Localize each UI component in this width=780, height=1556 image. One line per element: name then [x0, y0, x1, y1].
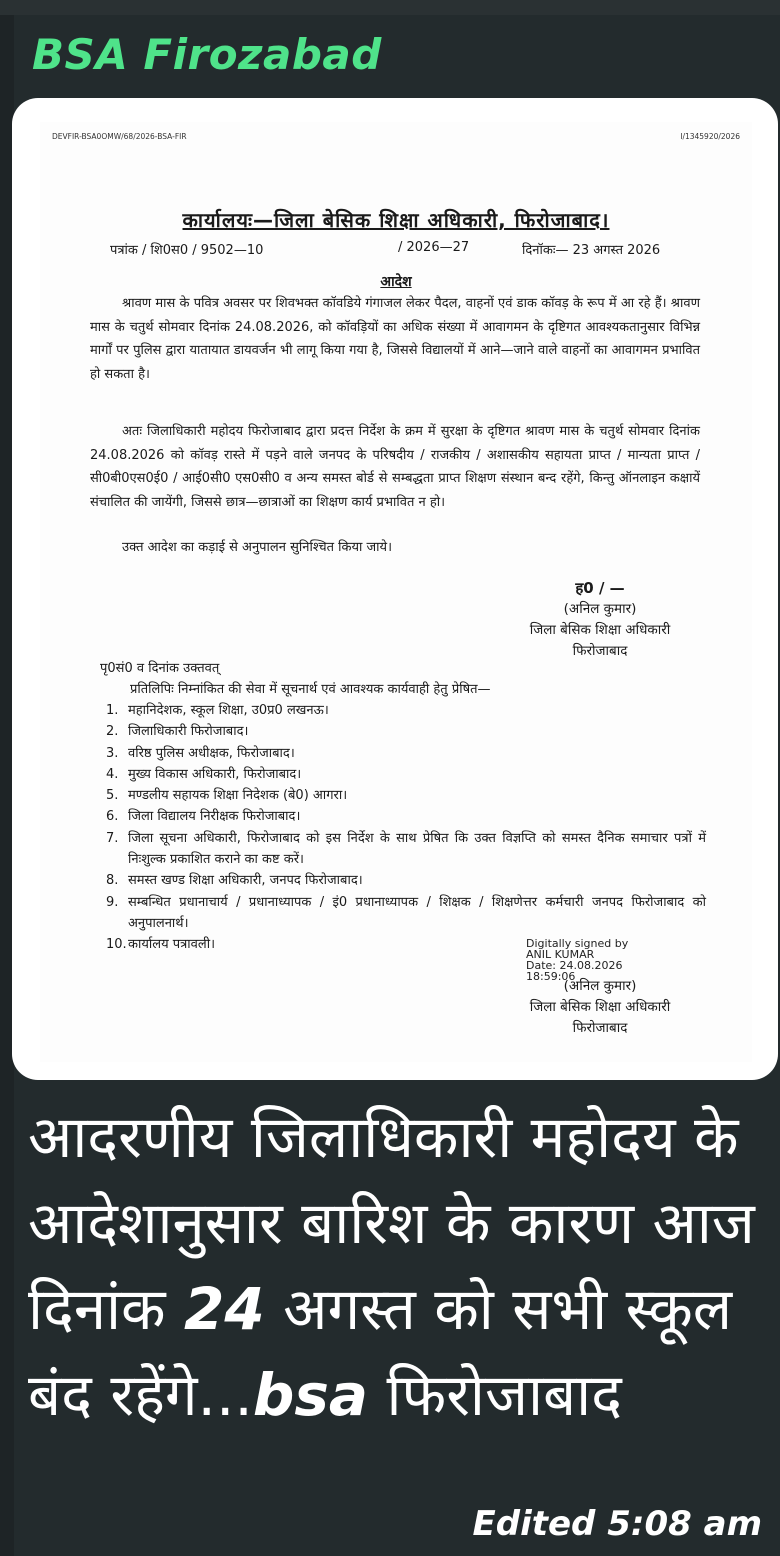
copy-list-item [106, 721, 706, 742]
copy-list-number: 1. [106, 703, 119, 718]
letter-year: / 2026—27 [398, 240, 470, 255]
copy-list-text: जिलाधिकारी फिरोजाबाद। [128, 724, 249, 740]
copy-list-number: 8. [106, 873, 119, 889]
order-title: आदेश [380, 274, 412, 290]
copy-list-number: 5. [106, 788, 119, 804]
copy-list-text: महानिदेशक, स्कूल शिक्षा, उ0प्र0 लखनऊ। [128, 703, 329, 718]
signatory-place: फिरोजाबाद [572, 1020, 628, 1036]
copy-list-number: 10. [106, 937, 127, 953]
office-heading: कार्यालयः—जिला बेसिक शिक्षा अधिकारी, फिरोजाबाद। [182, 208, 610, 232]
copy-list-item [106, 764, 706, 785]
message-caption [28, 1094, 768, 1438]
copy-list-item [106, 785, 706, 806]
letter-number: पत्रांक / शि0स0 / 9502—10 [110, 243, 264, 258]
document-ref-right: I/1345920/2026 [680, 132, 740, 141]
caption-text-2: अगस्त को सभी स्कूल बंद रहेंगे... [28, 1275, 733, 1429]
caption-date: 24 [184, 1275, 265, 1343]
caption-bsa: bsa [252, 1361, 369, 1429]
digital-signature-line: ANIL KUMAR [526, 948, 595, 961]
copy-list [106, 700, 706, 956]
digital-signature-line: Digitally signed by [526, 937, 629, 950]
copy-list-number: 7. [106, 830, 119, 846]
copy-list-item [106, 806, 706, 827]
order-paragraph-2: अतः जिलाधिकारी महोदय फिरोजाबाद द्वारा प्रदत्त निर्देश के क्रम में सुरक्षा के दृष्टिगत श्रावण मास के चतुर्थ सोमवार दिनांक 24.08.2026 को कॉवड़ रास्ते में पड़ने वाले जनपद के परिषदीय / राजकीय / अशासकीय सहायता प्राप्त / मान्यता प्राप्त / सी0बी0एस0ई0 / आई0सी0 एस0सी0 व अन्य समस्त बोर्ड से सम्बद्धता प्राप्त शिक्षण संस्थान बन्द रहेंगे, किन्तु ऑनलाइन कक्षायें संचालित की जायेंगी, जिससे छात्र—छात्राओं का शिक्षण कार्य प्रभावित न हो। [90, 424, 700, 510]
copy-list-item [106, 700, 706, 721]
signatory-name: (अनिल कुमार) [563, 601, 637, 617]
copy-list-text: कार्यालय पत्रावली। [128, 937, 216, 953]
caption-text: आदरणीय जिलाधिकारी महोदय के आदेशानुसार बारिश के कारण आज दिनांक [28, 1103, 755, 1343]
top-band [0, 0, 780, 15]
copy-list-text: सम्बन्धित प्रधानाचार्य / प्रधानाध्यापक / इं0 प्रधानाध्यापक / शिक्षक / शिक्षणेत्तर कर्मचारी जनपद फिरोजाबाद को अनुपालनार्थ। [128, 894, 706, 931]
copy-list-text: जिला सूचना अधिकारी, फिरोजाबाद को इस निर्देश के साथ प्रेषित कि उक्त विज्ञप्ति को समस्त दैनिक समाचार पत्रों में निःशुल्क प्रकाशित कराने का कष्ट करें। [128, 830, 706, 868]
order-paragraph-3: उक्त आदेश का कड़ाई से अनुपालन सुनिश्चित किया जाये। [122, 540, 393, 555]
copy-list-item [106, 870, 706, 891]
copy-list-number: 6. [106, 809, 119, 825]
signatory-post: जिला बेसिक शिक्षा अधिकारी [529, 622, 671, 638]
caption-text-3: फिरोजाबाद [386, 1361, 622, 1429]
sender-name[interactable]: BSA Firozabad [32, 30, 382, 79]
copy-list-text: जिला विद्यालय निरीक्षक फिरोजाबाद। [128, 809, 301, 825]
document-page [40, 122, 752, 1062]
digital-signature-line: Date: 24.08.2026 [526, 959, 623, 972]
attached-image[interactable] [12, 98, 778, 1080]
copy-list-text: वरिष्ठ पुलिस अधीक्षक, फिरोजाबाद। [128, 745, 295, 761]
copy-list-number: 3. [106, 745, 119, 761]
letter-date: दिनॉकः— 23 अगस्त 2026 [522, 243, 661, 258]
copy-list-text: समस्त खण्ड शिक्षा अधिकारी, जनपद फिरोजाबाद। [128, 873, 363, 889]
order-paragraph-1: श्रावण मास के पवित्र अवसर पर शिवभक्त कॉवडिये गंगाजल लेकर पैदल, वाहनों एवं डाक कॉवड़ के रूप में आ रहे हैं। श्रावण मास के चतुर्थ सोमवार दिनांक 24.08.2026, को कॉवड़ियों का अधिक संख्या में आवागमन के दृष्टिगत आवश्यकतानुसार विभिन्न मार्गों पर पुलिस द्वारा यातायात डायवर्जन भी लागू किया गया है, जिससे विद्यालयों में आने—जाने वाले वाहनों का आवागमन प्रभावित हो सकता है। [90, 296, 700, 382]
copy-list-number: 9. [106, 894, 119, 910]
signature-block [490, 578, 710, 662]
copy-list-number: 4. [106, 766, 119, 782]
document-ref-left: DEVFIR-BSA0OMW/68/2026-BSA-FIR [52, 132, 187, 141]
copy-heading: पृ0सं0 व दिनांक उक्तवत् [100, 661, 220, 676]
signatory-name: (अनिल कुमार) [563, 978, 637, 994]
copy-list-item [106, 892, 706, 935]
copy-list-text: मुख्य विकास अधिकारी, फिरोजाबाद। [128, 766, 302, 782]
copy-list-item [106, 828, 706, 871]
edited-timestamp: Edited 5:08 am [472, 1504, 762, 1544]
signature-block-2 [490, 976, 710, 1039]
copy-list-item [106, 743, 706, 764]
signatory-place: फिरोजाबाद [572, 643, 628, 659]
signature-mark: ह0 / — [575, 579, 625, 597]
copy-intro: प्रतिलिपिः निम्नांकित की सेवा में सूचनार्थ एवं आवश्यक कार्यवाही हेतु प्रेषित— [130, 682, 491, 697]
signatory-post: जिला बेसिक शिक्षा अधिकारी [529, 999, 671, 1015]
digital-signature-line: 18:59:06 [526, 970, 576, 983]
copy-list-text: मण्डलीय सहायक शिक्षा निदेशक (बे0) आगरा। [128, 788, 348, 804]
copy-list-number: 2. [106, 724, 119, 740]
